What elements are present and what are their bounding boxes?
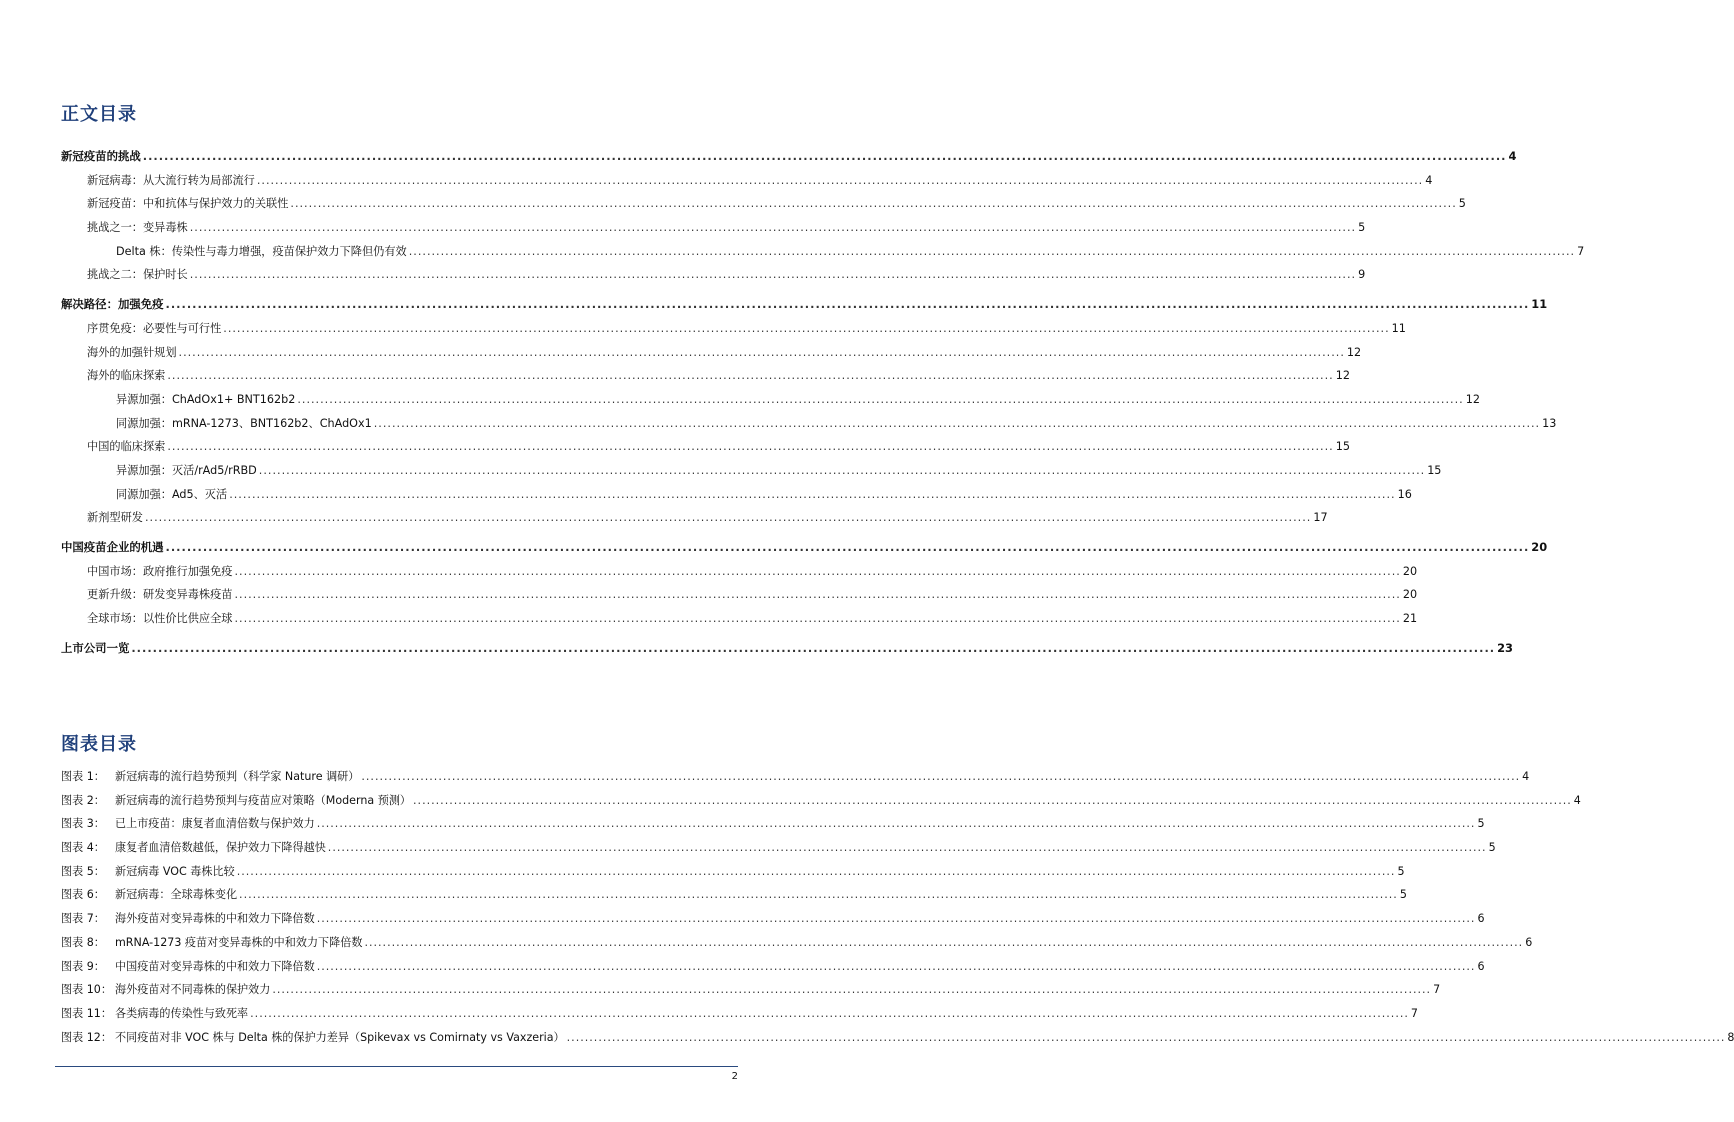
figure-number: 图表 4： bbox=[61, 841, 105, 855]
toc-entry-label bbox=[61, 836, 326, 860]
entry-text: 挑战之一：变异毒株 bbox=[87, 221, 188, 235]
page-ref: 12 bbox=[1465, 392, 1480, 406]
page-ref: 4 bbox=[1508, 149, 1517, 163]
figure-caption: 新冠病毒：全球毒株变化 bbox=[115, 888, 238, 902]
dot-leader bbox=[234, 607, 1400, 631]
toc-entry-label bbox=[61, 931, 362, 955]
toc-entry-label bbox=[87, 263, 188, 287]
figure-entry[interactable] bbox=[61, 836, 1496, 860]
page-ref: 7 bbox=[1433, 983, 1441, 997]
page-ref: 5 bbox=[1397, 864, 1405, 878]
figure-number: 图表 1： bbox=[61, 770, 105, 783]
dot-leader bbox=[290, 192, 1456, 216]
toc-entry-label bbox=[61, 955, 315, 979]
figure-number: 图表 9： bbox=[61, 959, 105, 973]
figure-caption: 各类病毒的传染性与致死率 bbox=[115, 1006, 249, 1020]
toc-entry-level-1[interactable] bbox=[61, 293, 1548, 317]
toc-entry-label bbox=[87, 364, 165, 388]
dot-leader bbox=[166, 536, 1530, 560]
figure-number: 图表 6： bbox=[61, 888, 105, 902]
figure-caption: 海外疫苗对不同毒株的保护效力 bbox=[115, 983, 271, 997]
figure-entry[interactable] bbox=[61, 978, 1441, 1002]
toc-entry-label bbox=[61, 978, 270, 1002]
entry-text: 同源加强：Ad5、灭活 bbox=[116, 487, 228, 501]
figure-caption: 康复者血清倍数越低，保护效力下降得越快 bbox=[115, 841, 326, 855]
page-ref: 12 bbox=[1335, 369, 1350, 383]
dot-leader bbox=[234, 560, 1400, 584]
page-ref: 5 bbox=[1399, 888, 1407, 902]
page-ref: 9 bbox=[1358, 268, 1366, 282]
toc-entry-level-2[interactable] bbox=[61, 317, 1406, 341]
page-ref: 6 bbox=[1477, 912, 1485, 926]
page-ref: 12 bbox=[1346, 345, 1362, 359]
toc-entry-label bbox=[61, 789, 411, 813]
entry-text: 海外的临床探索 bbox=[87, 369, 166, 383]
dot-leader bbox=[167, 364, 1333, 388]
entry-text: 异源加强：灭活/rAd5/rRBD bbox=[116, 463, 257, 477]
figure-number: 图表 11： bbox=[61, 1006, 112, 1020]
toc-entry-label bbox=[61, 145, 141, 169]
entry-text: 新冠疫苗：中和抗体与保护效力的关联性 bbox=[87, 197, 289, 211]
toc-entry-label bbox=[61, 637, 129, 661]
figure-number: 图表 12： bbox=[61, 1030, 112, 1044]
entry-text: 异源加强：ChAdOx1+ BNT162b2 bbox=[116, 392, 296, 406]
figure-entry[interactable] bbox=[61, 931, 1533, 955]
page-ref: 15 bbox=[1427, 463, 1442, 477]
page-ref: 5 bbox=[1458, 197, 1466, 211]
toc-entry-level-2[interactable] bbox=[61, 607, 1418, 631]
entry-text: 中国的临床探索 bbox=[87, 440, 166, 454]
page-ref: 8 bbox=[1727, 1030, 1734, 1044]
dot-leader bbox=[259, 459, 1425, 483]
dot-leader bbox=[239, 883, 1398, 907]
figure-entry[interactable] bbox=[61, 883, 1407, 907]
toc-entry-label bbox=[87, 169, 255, 193]
figure-list bbox=[61, 765, 1734, 1049]
footer-divider bbox=[55, 1066, 738, 1067]
dot-leader bbox=[413, 789, 1572, 813]
page-ref: 17 bbox=[1313, 511, 1328, 525]
toc-entry-label bbox=[61, 293, 164, 317]
page-ref: 5 bbox=[1358, 221, 1366, 235]
toc-entry-level-2[interactable] bbox=[61, 192, 1466, 216]
toc-entry-level-3[interactable] bbox=[61, 412, 1557, 436]
figure-number: 图表 2： bbox=[61, 793, 105, 807]
figure-number: 图表 3： bbox=[61, 817, 105, 831]
entry-text: 海外的加强针规划 bbox=[87, 345, 177, 359]
page-number: 2 bbox=[731, 1071, 738, 1082]
entry-text: 序贯免疫：必要性与可行性 bbox=[87, 321, 222, 335]
toc-entry-label bbox=[61, 812, 315, 836]
toc-entry-level-2[interactable] bbox=[61, 506, 1328, 530]
dot-leader bbox=[190, 263, 1356, 287]
dot-leader bbox=[297, 388, 1463, 412]
toc-entry-label bbox=[87, 607, 232, 631]
entry-text: Delta 株：传染性与毒力增强，疫苗保护效力下降但仍有效 bbox=[116, 244, 407, 258]
figure-number: 图表 7： bbox=[61, 912, 105, 926]
toc-entry-label bbox=[116, 483, 227, 507]
toc-entry-label bbox=[87, 341, 177, 365]
entry-text: 解决路径：加强免疫 bbox=[61, 297, 164, 312]
toc-entry-level-1[interactable] bbox=[61, 637, 1513, 661]
figure-caption: 已上市疫苗：康复者血清倍数与保护效力 bbox=[115, 817, 315, 831]
page-ref: 4 bbox=[1522, 770, 1530, 783]
page-ref: 4 bbox=[1573, 793, 1581, 807]
toc-entry-label bbox=[61, 883, 237, 907]
page-ref: 13 bbox=[1542, 416, 1557, 430]
figure-caption: 中国疫苗对变异毒株的中和效力下降倍数 bbox=[115, 959, 315, 973]
dot-leader bbox=[409, 240, 1575, 264]
toc-entry-level-2[interactable] bbox=[61, 169, 1433, 193]
figure-list-title: 图表目录 bbox=[61, 734, 137, 755]
page-ref: 7 bbox=[1577, 244, 1585, 258]
page-ref: 11 bbox=[1531, 297, 1548, 312]
toc-entry-label bbox=[87, 506, 143, 530]
entry-text: 中国疫苗企业的机遇 bbox=[61, 540, 164, 554]
entry-text: 中国市场：政府推行加强免疫 bbox=[87, 564, 233, 578]
figure-entry[interactable] bbox=[61, 860, 1405, 884]
dot-leader bbox=[145, 506, 1311, 530]
figure-entry[interactable] bbox=[61, 765, 1530, 789]
dot-leader bbox=[229, 483, 1395, 507]
entry-text: 新剂型研发 bbox=[87, 511, 143, 525]
toc-entry-label bbox=[116, 240, 407, 264]
dot-leader bbox=[257, 169, 1423, 193]
figure-entry[interactable] bbox=[61, 955, 1485, 979]
page-ref: 15 bbox=[1335, 440, 1350, 454]
toc-entry-level-3[interactable] bbox=[61, 459, 1442, 483]
toc-entry-level-2[interactable] bbox=[61, 560, 1418, 584]
figure-caption: 不同疫苗对非 VOC 株与 Delta 株的保护力差异（Spikevax vs Comirnaty vs Vaxzeria） bbox=[115, 1030, 565, 1044]
entry-text: 新冠病毒：从大流行转为局部流行 bbox=[87, 173, 255, 187]
figure-caption: 新冠病毒 VOC 毒株比较 bbox=[115, 864, 235, 878]
toc-title: 正文目录 bbox=[61, 104, 137, 125]
entry-text: 全球市场：以性价比供应全球 bbox=[87, 612, 233, 626]
entry-text: 新冠疫苗的挑战 bbox=[61, 149, 141, 163]
toc-entry-label bbox=[87, 216, 188, 240]
dot-leader bbox=[317, 812, 1476, 836]
figure-number: 图表 8： bbox=[61, 935, 105, 949]
toc-entry-label bbox=[61, 765, 359, 789]
figure-entry[interactable] bbox=[61, 1026, 1734, 1050]
entry-text: 同源加强：mRNA-1273、BNT162b2、ChAdOx1 bbox=[116, 416, 372, 430]
page-ref: 16 bbox=[1397, 487, 1412, 501]
dot-leader bbox=[374, 412, 1540, 436]
dot-leader bbox=[317, 955, 1476, 979]
toc-entry-label bbox=[87, 435, 165, 459]
toc-entry-label bbox=[61, 1002, 248, 1026]
page-ref: 11 bbox=[1391, 321, 1406, 335]
page-ref: 4 bbox=[1425, 173, 1433, 187]
toc-entry-level-2[interactable] bbox=[61, 583, 1418, 607]
toc-entry-level-2[interactable] bbox=[61, 263, 1366, 287]
dot-leader bbox=[328, 836, 1487, 860]
toc-entry-level-2[interactable] bbox=[61, 216, 1366, 240]
toc-entry-label bbox=[61, 536, 164, 560]
page-ref: 6 bbox=[1477, 959, 1485, 973]
toc-entry-label bbox=[87, 560, 232, 584]
figure-number: 图表 5： bbox=[61, 864, 105, 878]
page-ref: 6 bbox=[1525, 935, 1533, 949]
figure-caption: 新冠病毒的流行趋势预判（科学家 Nature 调研） bbox=[115, 770, 360, 783]
entry-text: 挑战之二：保护时长 bbox=[87, 268, 188, 282]
dot-leader bbox=[179, 341, 1345, 365]
dot-leader bbox=[234, 583, 1400, 607]
figure-entry[interactable] bbox=[61, 1002, 1418, 1026]
toc-entry-level-2[interactable] bbox=[61, 341, 1362, 365]
figure-entry[interactable] bbox=[61, 789, 1581, 813]
dot-leader bbox=[167, 435, 1333, 459]
toc-entry-label bbox=[87, 192, 288, 216]
dot-leader bbox=[143, 145, 1507, 169]
dot-leader bbox=[131, 637, 1495, 661]
dot-leader bbox=[272, 978, 1431, 1002]
toc-entry-label bbox=[61, 907, 315, 931]
page-ref: 23 bbox=[1497, 640, 1513, 655]
toc-list bbox=[61, 145, 1585, 660]
toc-entry-label bbox=[87, 317, 221, 341]
dot-leader bbox=[317, 907, 1476, 931]
figure-caption: mRNA-1273 疫苗对变异毒株的中和效力下降倍数 bbox=[115, 935, 363, 949]
toc-entry-level-3[interactable] bbox=[61, 483, 1412, 507]
dot-leader bbox=[250, 1002, 1409, 1026]
dot-leader bbox=[237, 860, 1396, 884]
figure-entry[interactable] bbox=[61, 812, 1485, 836]
page-ref: 20 bbox=[1531, 540, 1548, 554]
entry-text: 更新升级：研发变异毒株疫苗 bbox=[87, 588, 233, 602]
toc-entry-level-3[interactable] bbox=[61, 388, 1480, 412]
entry-text: 上市公司一览 bbox=[61, 640, 130, 655]
dot-leader bbox=[361, 765, 1520, 789]
page-ref: 7 bbox=[1410, 1006, 1418, 1020]
toc-entry-level-2[interactable] bbox=[61, 364, 1350, 388]
figure-number: 图表 10： bbox=[61, 983, 112, 997]
toc-entry-label bbox=[116, 412, 372, 436]
toc-entry-label bbox=[116, 459, 257, 483]
toc-entry-label bbox=[61, 1026, 565, 1050]
toc-entry-label bbox=[116, 388, 295, 412]
page-ref: 21 bbox=[1402, 612, 1418, 626]
toc-entry-level-1[interactable] bbox=[61, 536, 1548, 560]
dot-leader bbox=[223, 317, 1389, 341]
dot-leader bbox=[364, 931, 1523, 955]
dot-leader bbox=[190, 216, 1356, 240]
dot-leader bbox=[567, 1026, 1726, 1050]
page-ref: 20 bbox=[1402, 564, 1418, 578]
page-ref: 5 bbox=[1488, 841, 1496, 855]
toc-entry-label bbox=[61, 860, 235, 884]
toc-entry-level-3[interactable] bbox=[61, 240, 1585, 264]
toc-entry-label bbox=[87, 583, 232, 607]
toc-entry-level-2[interactable] bbox=[61, 435, 1350, 459]
page-ref: 20 bbox=[1402, 588, 1418, 602]
figure-entry[interactable] bbox=[61, 907, 1485, 931]
figure-caption: 海外疫苗对变异毒株的中和效力下降倍数 bbox=[115, 912, 315, 926]
figure-caption: 新冠病毒的流行趋势预判与疫苗应对策略（Moderna 预测） bbox=[115, 793, 412, 807]
page-ref: 5 bbox=[1477, 817, 1485, 831]
dot-leader bbox=[166, 293, 1530, 317]
toc-entry-level-1[interactable] bbox=[61, 145, 1517, 169]
